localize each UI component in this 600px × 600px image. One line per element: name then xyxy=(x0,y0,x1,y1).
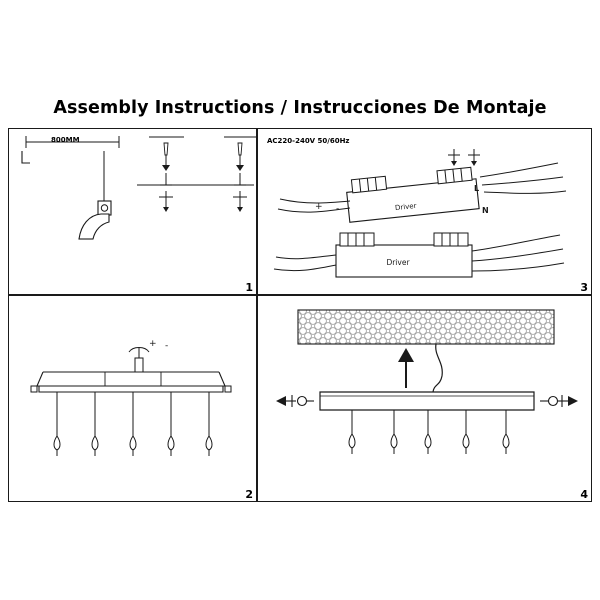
svg-text:L: L xyxy=(474,184,480,193)
svg-text:+: + xyxy=(315,202,323,212)
svg-text:Driver: Driver xyxy=(394,201,417,213)
panel-2 xyxy=(8,295,257,502)
dimension-label: 800MM xyxy=(51,136,80,144)
panel-number-3: 3 xyxy=(580,281,588,294)
svg-text:Driver: Driver xyxy=(386,258,410,267)
page-title: Assembly Instructions / Instrucciones De Montaje xyxy=(53,98,547,118)
panel-number-4: 4 xyxy=(580,488,588,501)
panel-2-diagram xyxy=(9,296,258,503)
panel-number-1: 1 xyxy=(245,281,253,294)
voltage-label: AC220-240V 50/60Hz xyxy=(267,137,350,145)
panel-number-2: 2 xyxy=(245,488,253,501)
svg-text:-: - xyxy=(336,204,340,214)
svg-text:+: + xyxy=(149,339,157,349)
panel-3-diagram xyxy=(258,129,593,296)
panel-3 xyxy=(257,128,592,295)
svg-text:N: N xyxy=(482,206,489,215)
panel-1 xyxy=(8,128,257,295)
svg-text:-: - xyxy=(165,341,169,351)
panel-4 xyxy=(257,295,592,502)
panel-4-diagram xyxy=(258,296,593,503)
panel-1-diagram xyxy=(9,129,258,296)
